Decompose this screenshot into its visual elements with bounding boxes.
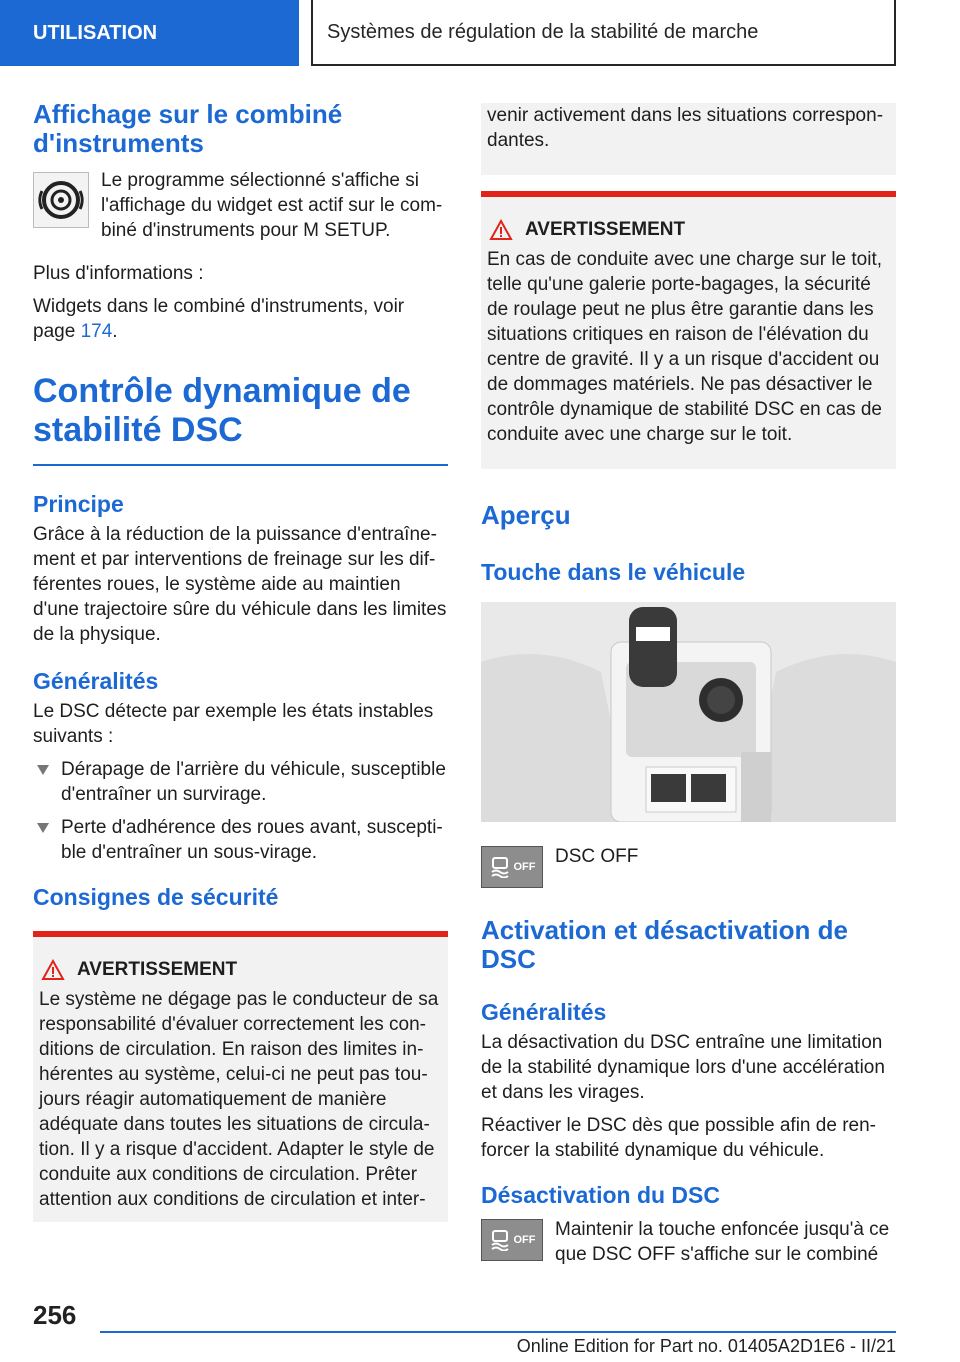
header-chapter: Systèmes de régulation de la stabilité de marche xyxy=(311,0,896,66)
safety-title: Consignes de sécurité xyxy=(33,884,279,910)
footer-rule xyxy=(100,1331,896,1333)
widgets-reference-end: . xyxy=(112,321,118,342)
general-title: Généralités xyxy=(33,668,159,694)
traction-control-icon xyxy=(33,172,89,228)
warning-label: AVERTISSEMENT xyxy=(525,219,686,240)
warning-heading xyxy=(41,959,442,981)
dsc-off-icon-text: OFF xyxy=(513,861,536,873)
instability-list xyxy=(33,757,448,865)
general-text: Le DSC détecte par exemple les états instables suivants : xyxy=(33,701,434,747)
warning-text: En cas de conduite avec une charge sur le toit, telle qu'une galerie porte-bagages, la sécurité de roulage peut ne plus être garantie dans les situations critiques en raison de l'élévation du centre de gravité. Il y a un risque d'accident ou de dommages matériels. Ne pas désactiver le contrôle dynamique de stabilité DSC en cas de conduite avec une charge sur le toit. xyxy=(487,249,883,445)
principle-title: Principe xyxy=(33,491,124,517)
widgets-reference xyxy=(33,294,448,344)
warning-triangle-icon xyxy=(489,219,513,241)
right-column xyxy=(481,103,896,1275)
display-text: Le programme sélectionné s'affiche si l'affichage du widget est actif sur le com-biné d'instruments pour M SETUP. xyxy=(101,170,443,241)
dsc-off-icon-text: OFF xyxy=(513,1234,536,1246)
warning-label: AVERTISSEMENT xyxy=(77,959,238,980)
console-photo xyxy=(481,602,896,822)
warning-triangle-icon xyxy=(41,959,65,981)
more-info: Plus d'informations : xyxy=(33,263,204,284)
activation-title: Activation et désactivation de DSC xyxy=(481,915,848,974)
warning-box xyxy=(481,191,896,469)
header-section: UTILISATION xyxy=(0,0,299,66)
overview-title: Aperçu xyxy=(481,500,571,530)
dsc-title: Contrôle dynamique de stabilité DSC xyxy=(33,372,411,449)
dsc-off-row xyxy=(481,844,896,888)
warning-text: Le système ne dégage pas le conducteur de sa responsabilité d'évaluer correctement les con-ditions de circulation. En raison des limites in-hérentes au système, celui-ci ne peut pas tou-jours réagir automatiquement de manière adéquate dans toutes les situations de circula-tion. Il y a risque d'accident. Adapter le style de conduite aux conditions de circulation. Prêter attention aux conditions de circulation et inter- xyxy=(39,989,439,1210)
deactivation-text: Maintenir la touche enfoncée jusqu'à ce que DSC OFF s'affiche sur le combiné xyxy=(555,1219,890,1265)
general-text-2: Réactiver le DSC dès que possible afin de ren-forcer la stabilité dynamique du véhicule. xyxy=(481,1115,876,1161)
warning-continuation-text: venir activement dans les situations correspon-dantes. xyxy=(487,105,884,151)
warning-continuation xyxy=(481,103,896,175)
deactivation-row xyxy=(481,1217,896,1275)
dsc-off-icon xyxy=(481,846,543,888)
display-block xyxy=(33,168,448,253)
dsc-off-icon xyxy=(481,1219,543,1261)
list-item: Dérapage de l'arrière du véhicule, susceptible d'entraîner un survirage. xyxy=(33,757,448,807)
left-column xyxy=(33,100,448,1222)
principle-text: Grâce à la réduction de la puissance d'entraîne-ment et par interventions de freinage sur les dif-férentes roues, le système aide au maintien d'une trajectoire sûre du véhicule dans les limites de la physique. xyxy=(33,524,447,645)
title-rule xyxy=(33,464,448,466)
widgets-reference-text: Widgets dans le combiné d'instruments, voir page xyxy=(33,296,405,342)
display-title: Affichage sur le combiné d'instruments xyxy=(33,99,343,158)
warning-box xyxy=(33,931,448,1222)
button-title: Touche dans le véhicule xyxy=(481,559,746,585)
deactivation-title: Désactivation du DSC xyxy=(481,1182,720,1208)
page-number: 256 xyxy=(33,1300,77,1330)
warning-heading xyxy=(489,219,890,241)
general-title: Généralités xyxy=(481,999,607,1025)
general-text-1: La désactivation du DSC entraîne une limitation de la stabilité dynamique lors d'une accélération et dans les virages. xyxy=(481,1032,885,1103)
edition-text: Online Edition for Part no. 01405A2D1E6 - II/21 xyxy=(516,1336,896,1356)
page-link[interactable]: 174 xyxy=(80,321,113,342)
list-item: Perte d'adhérence des roues avant, suscepti-ble d'entraîner un sous-virage. xyxy=(33,815,448,865)
dsc-off-label: DSC OFF xyxy=(555,846,639,867)
